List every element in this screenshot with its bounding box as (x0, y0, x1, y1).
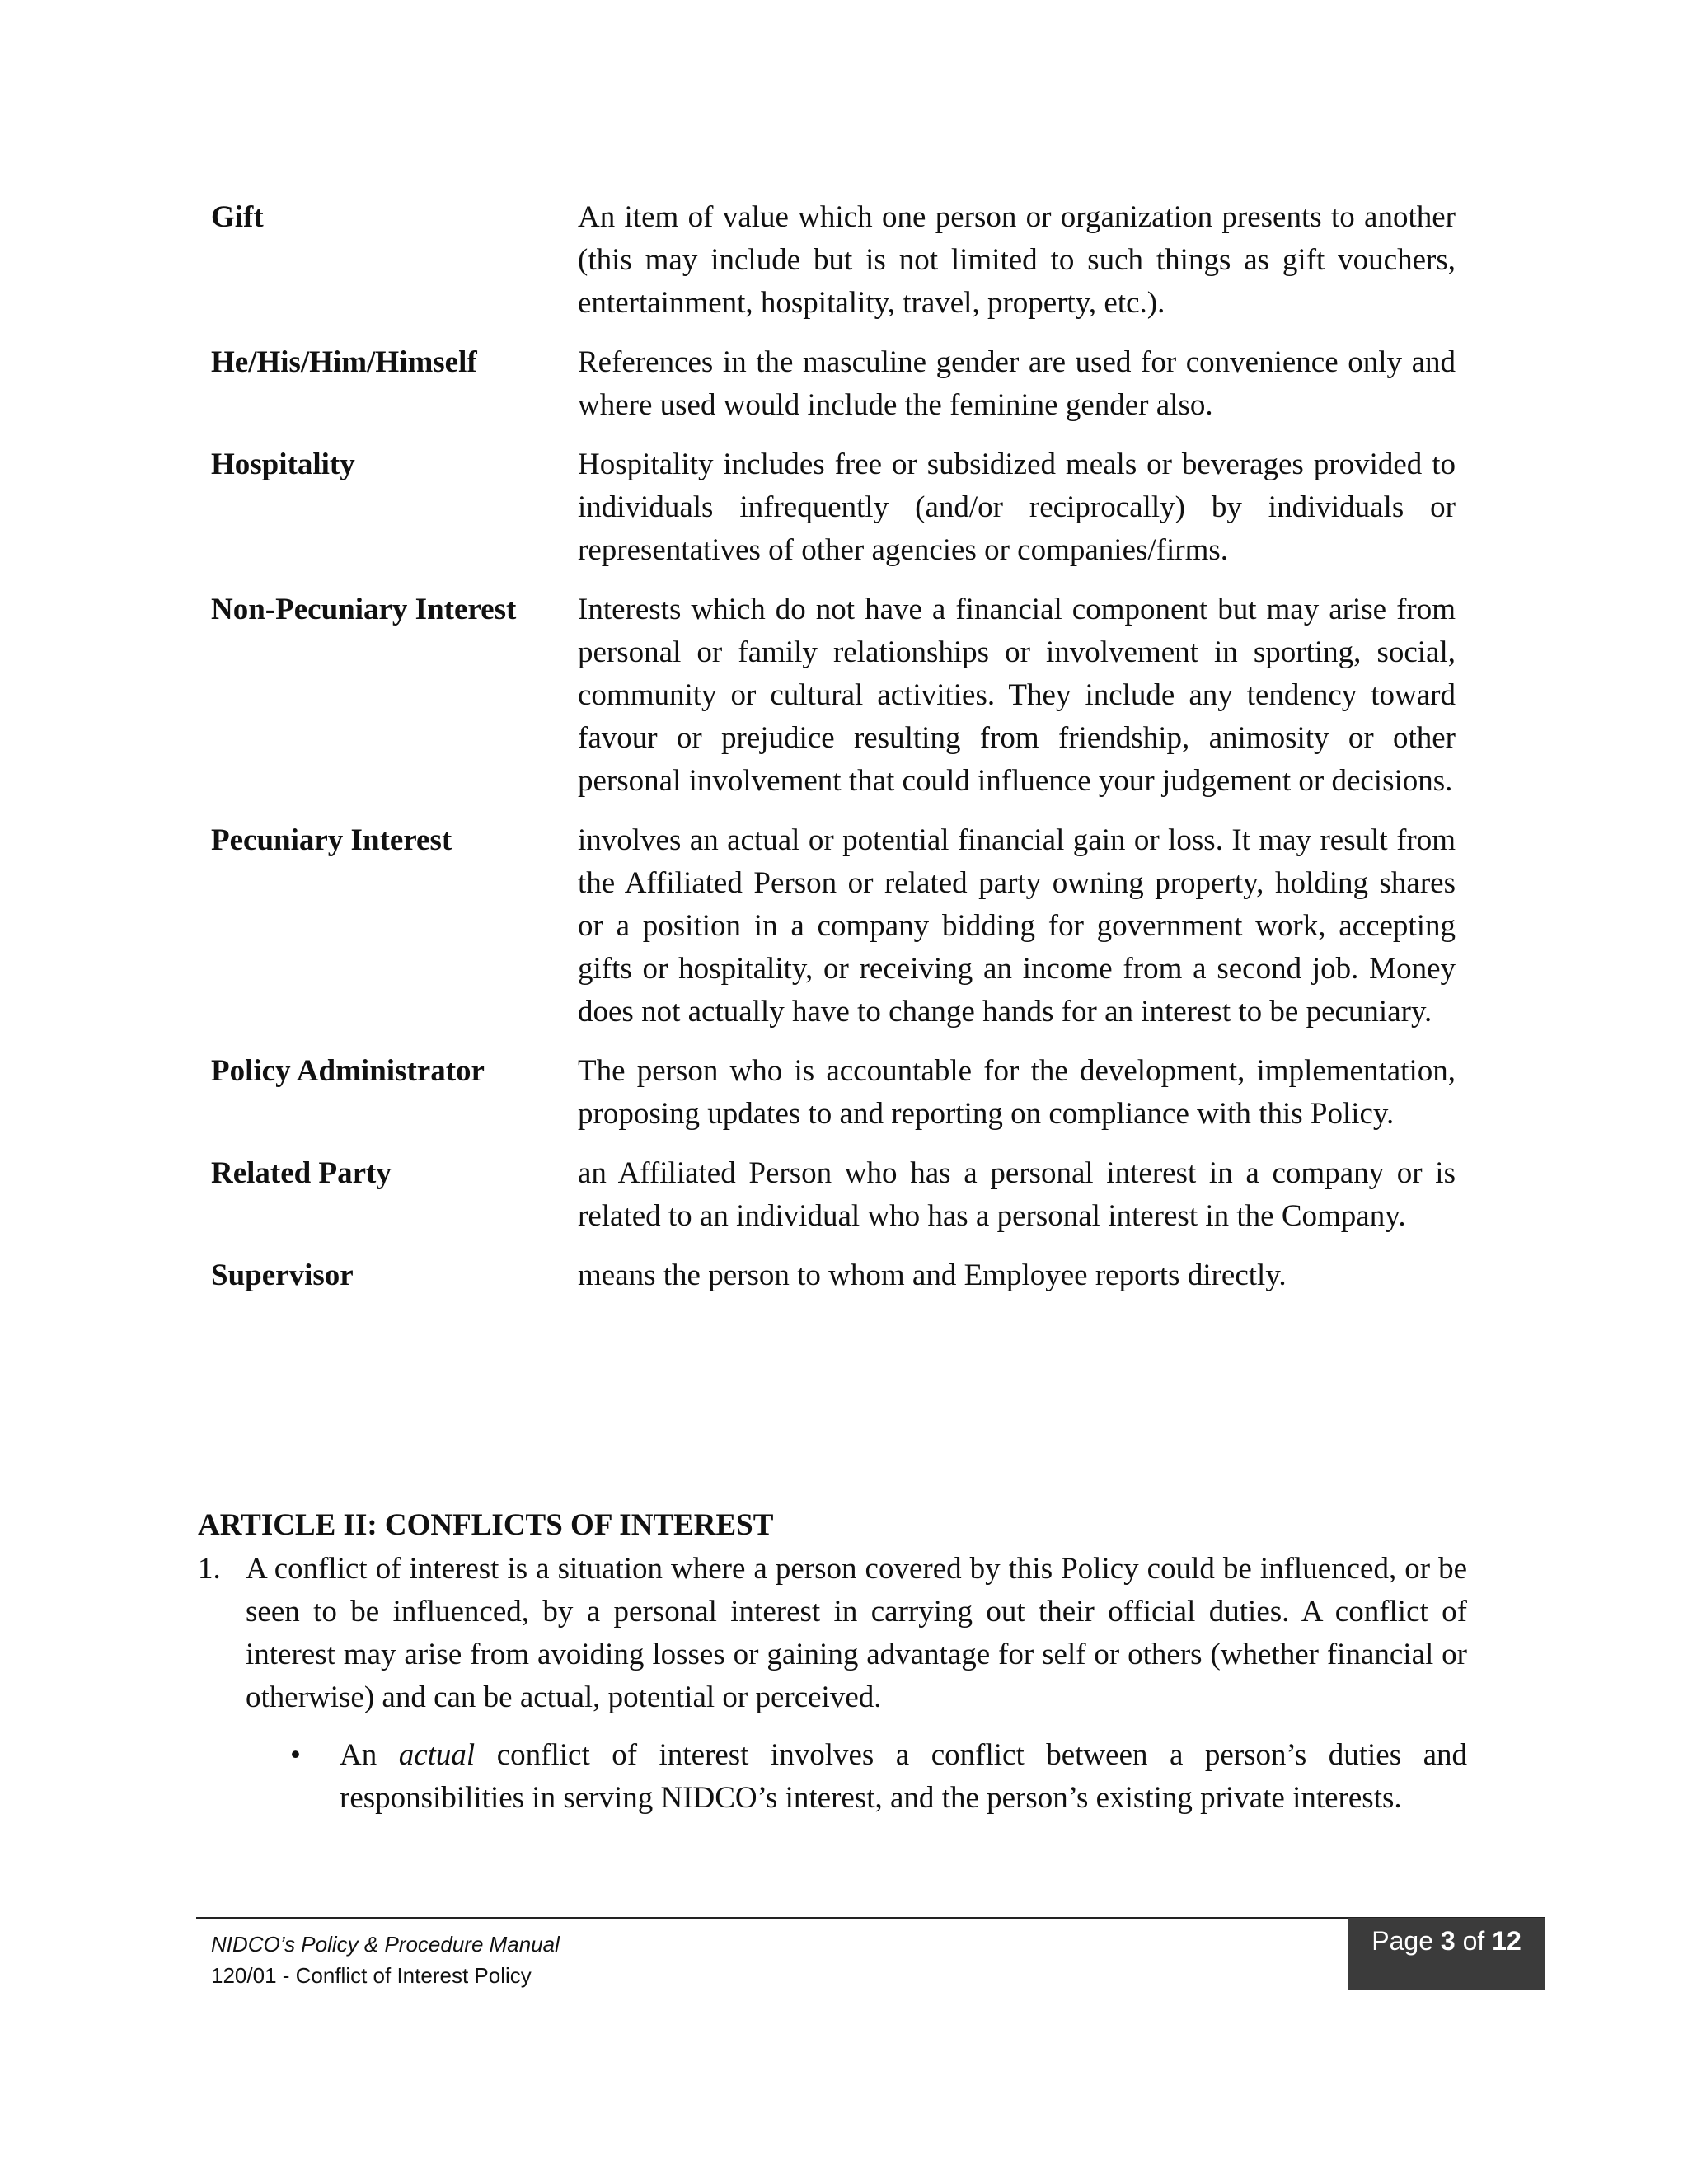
definition-supervisor (211, 1254, 1456, 1297)
definition-text: an Affiliated Person who has a personal interest in a company or is related to an individual who has a personal interest in the Company. (578, 1156, 1456, 1233)
footer-policy-id: 120/01 - Conflict of Interest Policy (211, 1963, 532, 1988)
item-text: A conflict of interest is a situation where a person covered by this Policy could be influenced, or be seen to be influenced, by a personal interest in carrying out their official duties. A conflict of interest may arise from avoiding losses or gaining advantage for self or others (whether financial or otherwise) and can be actual, potential or perceived. (246, 1552, 1467, 1714)
definition-text: Hospitality includes free or subsidized meals or beverages provided to individuals infrequently (and/or reciprocally) by individuals or representatives of other agencies or companies/firms. (578, 448, 1456, 567)
bullet-emphasis: actual (398, 1738, 476, 1772)
definition-term: Policy Administrator (211, 1054, 485, 1088)
article-section (198, 1505, 1467, 1820)
definition-text: Interests which do not have a financial component but may arise from personal or family relationships or involvement in sporting, social, community or cultural activities. They include any tendency toward favour or prejudice resulting from friendship, animosity or other personal involvement that could influence your judgement or decisions. (578, 593, 1456, 798)
definition-gift (211, 196, 1456, 325)
bullet-prefix: An (340, 1738, 377, 1772)
footer-manual-title: NIDCO’s Policy & Procedure Manual (211, 1932, 560, 1957)
item-number: 1. (198, 1552, 221, 1586)
definitions-list (211, 196, 1456, 1314)
footer-info (211, 1929, 560, 1991)
bullet-icon: • (290, 1738, 301, 1772)
definition-text: The person who is accountable for the development, implementation, proposing updates to and reporting on compliance with this Policy. (578, 1054, 1456, 1131)
footer-divider (196, 1917, 1545, 1919)
definition-hospitality (211, 443, 1456, 572)
definition-policy-administrator (211, 1050, 1456, 1136)
definition-text: involves an actual or potential financial gain or loss. It may result from the Affiliated Person or related party owning property, holding shares or a position in a company bidding for government work, accepting gifts or hospitality, or receiving an income from a second job. Money does not actually have to change hands for an interest to be pecuniary. (578, 823, 1456, 1029)
definition-text: References in the masculine gender are used for convenience only and where used would include the feminine gender also. (578, 345, 1456, 422)
bullet-rest: conflict of interest involves a conflict between a person’s duties and responsibilities in serving NIDCO’s interest, and the person’s existing private interests. (340, 1738, 1468, 1815)
bullet-item (290, 1734, 1467, 1820)
definition-text: means the person to whom and Employee reports directly. (578, 1258, 1287, 1292)
numbered-item (198, 1548, 1467, 1719)
definition-he-his-him-himself (211, 341, 1456, 427)
page-current: 3 (1440, 1926, 1456, 1956)
definition-text: An item of value which one person or organization presents to another (this may include but is not limited to such things as gift vouchers, entertainment, hospitality, travel, property, etc.). (578, 200, 1456, 320)
page-number-box (1348, 1918, 1545, 1990)
definition-term: Supervisor (211, 1258, 354, 1292)
page-label: Page (1372, 1926, 1433, 1956)
page-total: 12 (1492, 1926, 1522, 1956)
definition-pecuniary-interest (211, 819, 1456, 1033)
definition-term: He/His/Him/Himself (211, 345, 477, 379)
article-heading: ARTICLE II: CONFLICTS OF INTEREST (198, 1508, 774, 1542)
definition-term: Pecuniary Interest (211, 823, 452, 857)
definition-term: Related Party (211, 1156, 392, 1190)
definition-term: Hospitality (211, 448, 355, 481)
definition-term: Gift (211, 200, 264, 234)
bullet-text (340, 1734, 1467, 1820)
definition-related-party (211, 1152, 1456, 1238)
definition-non-pecuniary-interest (211, 588, 1456, 803)
page-of: of (1462, 1926, 1485, 1956)
definition-term: Non-Pecuniary Interest (211, 593, 517, 626)
